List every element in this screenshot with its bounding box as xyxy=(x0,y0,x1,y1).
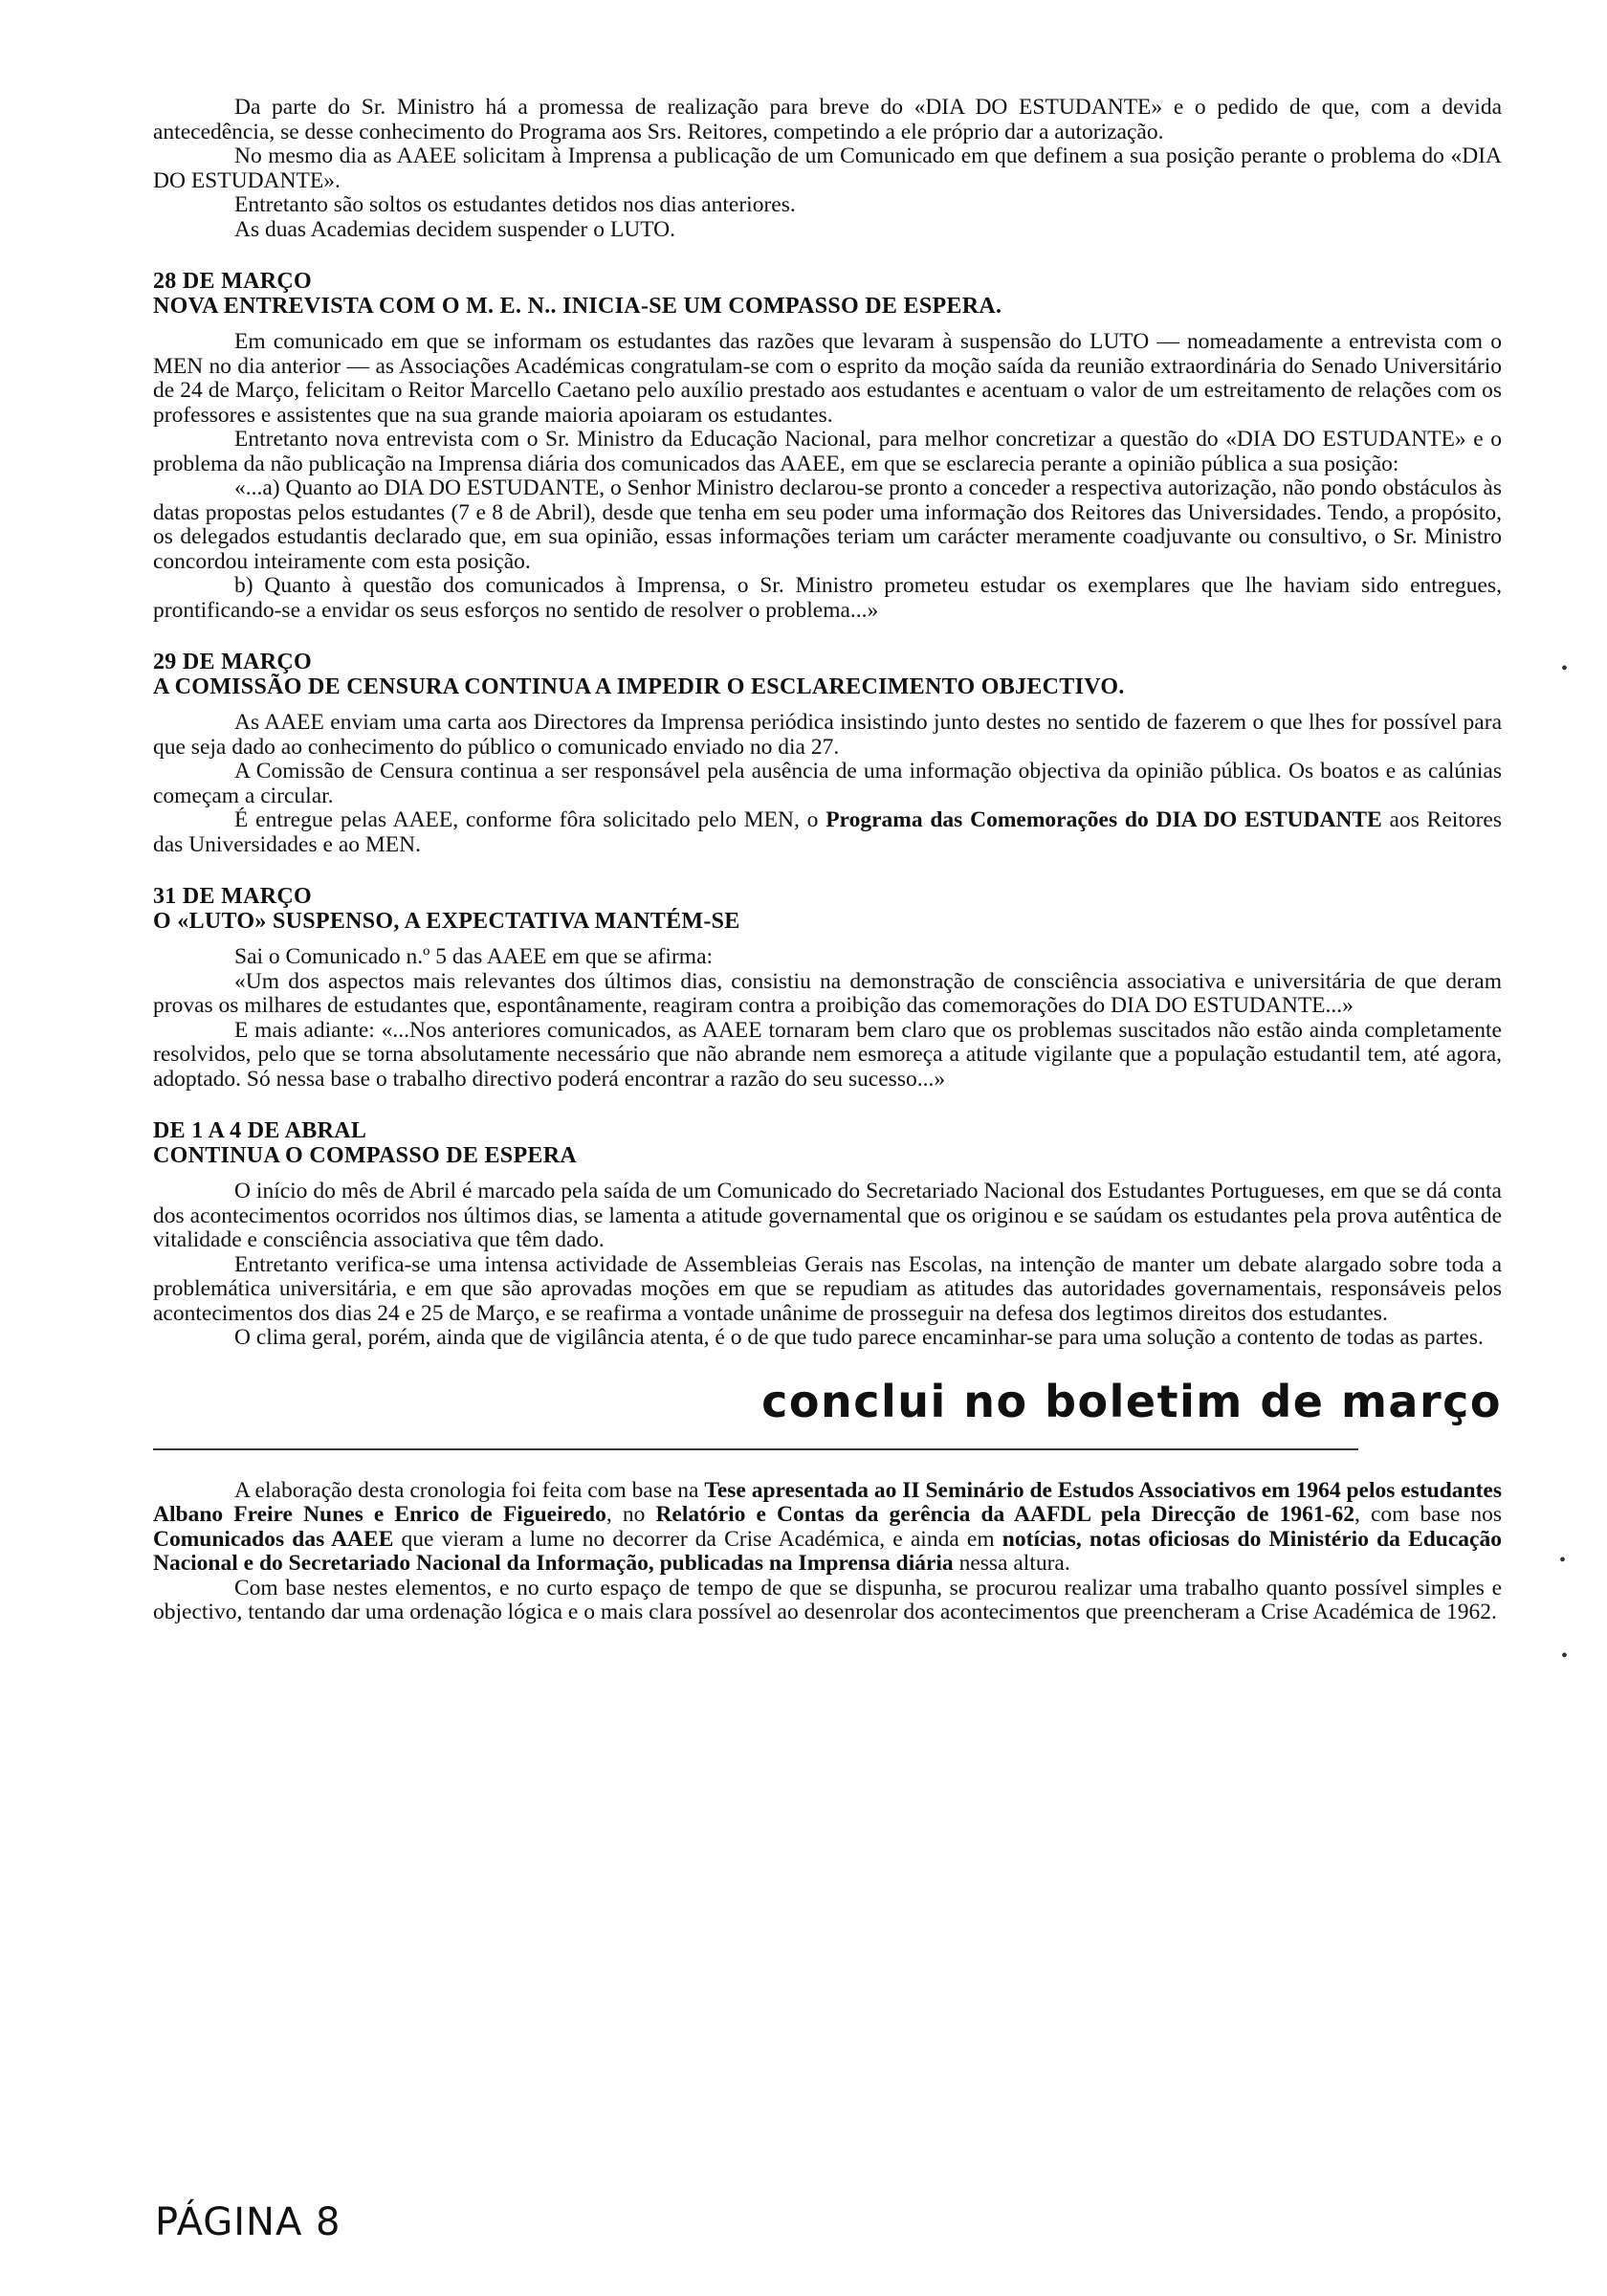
page-number: PÁGINA 8 xyxy=(155,2200,341,2244)
paragraph: No mesmo dia as AAEE solicitam à Imprensa a publicação de um Comunicado em que definem a sua posição perante o problema do «DIA DO ESTUDANTE». xyxy=(153,144,1502,193)
paragraph: As AAEE enviam uma carta aos Directores da Imprensa periódica insistindo junto destes no sentido de fazerem o que lhes for possível para que seja dado ao conhecimento do público o comunicado enviado no dia 27. xyxy=(153,710,1502,760)
text-run: A elaboração desta cronologia foi feita com base na xyxy=(234,1477,705,1503)
bold-text: Comunicados das AAEE xyxy=(153,1526,394,1552)
scan-dot: • xyxy=(1561,1645,1569,1667)
text-run: que vieram a lume no decorrer da Crise Académica, e ainda em xyxy=(393,1526,1002,1552)
section-heading xyxy=(153,269,1502,319)
intro-section xyxy=(153,96,1502,242)
paragraph: Entretanto nova entrevista com o Sr. Ministro da Educação Nacional, para melhor concretizar a questão do «DIA DO ESTUDANTE» e o problema da não publicação na Imprensa diária dos comunicados das AAEE, em que se esclarecia perante a opinião pública a sua posição: xyxy=(153,427,1502,476)
section-31-marco xyxy=(153,884,1502,1092)
bold-text: Programa das Comemorações do DIA DO ESTUDANTE xyxy=(826,807,1382,832)
paragraph: Entretanto são soltos os estudantes detidos nos dias anteriores. xyxy=(234,192,796,217)
paragraph: A Comissão de Censura continua a ser responsável pela ausência de uma informação objectiva da opinião pública. Os boatos e as calúnias começam a circular. xyxy=(153,759,1502,808)
section-date: 28 DE MARÇO xyxy=(153,269,312,294)
divider xyxy=(153,1448,1358,1450)
paragraph xyxy=(153,1479,1502,1577)
paragraph: E mais adiante: «...Nos anteriores comunicados, as AAEE tornaram bem claro que os problemas suscitados não estão ainda completamente resolvidos, pelo que se torna absolutamente necessário que não abrande nem esmoreça a atitude vigilante que a população estudantil tem, até agora, adoptado. Só nessa base o trabalho directivo poderá encontrar a razão do seu sucesso...» xyxy=(153,1017,1502,1092)
section-title: CONTINUA O COMPASSO DE ESPERA xyxy=(153,1143,577,1168)
paragraph: b) Quanto à questão dos comunicados à Imprensa, o Sr. Ministro prometeu estudar os exemplares que lhe haviam sido entregues, prontificando-se a envidar os seus esforços no sentido de resolver o problema...» xyxy=(153,573,1502,623)
section-heading xyxy=(153,650,1502,699)
scan-dot: • xyxy=(1561,658,1569,679)
paragraph: O início do mês de Abril é marcado pela saída de um Comunicado do Secretariado Nacional dos Estudantes Portugueses, em que se dá conta dos acontecimentos ocorridos nos últimos dias, se lamenta a atitude governamental que os originou e se saúdam os estudantes pela prova autêntica de vitalidade e consciência associativa que têm dado. xyxy=(153,1179,1502,1252)
paragraph: Em comunicado em que se informam os estudantes das razões que levaram à suspensão do LUTO — nomeadamente a entrevista com o MEN no dia anterior — as Associações Académicas congratulam-se com o esprito da moção saída da reunião extraordinária do Senado Universitário de 24 de Março, felicitam o Reitor Marcello Caetano pelo auxílio prestado aos estudantes e acentuam o valor de um estreitamento de relações com os professores e assistentes que na sua grande maioria apoiaram os estudantes. xyxy=(153,329,1502,428)
bold-text: Tese apresentada ao II Seminário de Estudos Associativos em 1964 pelos estudantes Albano Freire Nunes e Enrico de Figueiredo xyxy=(153,1477,1503,1527)
text-run: , com base nos xyxy=(1354,1502,1502,1527)
text-run: , no xyxy=(605,1502,656,1527)
scan-dot: • xyxy=(1559,1550,1567,1571)
paragraph: «Um dos aspectos mais relevantes dos últimos dias, consistiu na demonstração de consciência associativa e universitária de que deram provas os milhares de estudantes que, espontânamente, reagiram contra a proibição das comemorações do DIA DO ESTUDANTE...» xyxy=(153,968,1502,1018)
bold-text: notícias, notas oficiosas do Ministério da Educação Nacional e do Secretariado Nacional da Informação, publicadas na Imprensa diária xyxy=(153,1526,1502,1576)
paragraph: Sai o Comunicado n.º 5 das AAEE em que se afirma: xyxy=(234,944,714,969)
paragraph: Da parte do Sr. Ministro há a promessa de realização para breve do «DIA DO ESTUDANTE» e o pedido de que, com a devida antecedência, se desse conhecimento do Programa aos Srs. Reitores, competindo a ele próprio dar a autorização. xyxy=(153,95,1502,144)
section-title: NOVA ENTREVISTA COM O M. E. N.. INICIA-SE UM COMPASSO DE ESPERA. xyxy=(153,294,1002,319)
paragraph: O clima geral, porém, ainda que de vigilância atenta, é o de que tudo parece encaminhar-se para uma solução a contento de todas as partes. xyxy=(234,1325,1484,1350)
section-abril xyxy=(153,1118,1502,1351)
paragraph: Com base nestes elementos, e no curto espaço de tempo de que se dispunha, se procurou realizar uma trabalho quanto possível simples e objectivo, tentando dar uma ordenação lógica e o mais clara possível ao desenrolar dos acontecimentos que preencheram a Crise Académica de 1962. xyxy=(153,1575,1502,1624)
section-heading xyxy=(153,884,1502,934)
section-title: A COMISSÃO DE CENSURA CONTINUA A IMPEDIR O ESCLARECIMENTO OBJECTIVO. xyxy=(153,674,1125,699)
section-heading xyxy=(153,1118,1502,1168)
text-column xyxy=(153,96,1502,1625)
text-run: aos Reitores das Universidades e ao MEN. xyxy=(153,807,1502,857)
section-date: 31 DE MARÇO xyxy=(153,884,312,909)
section-28-marco xyxy=(153,269,1502,623)
paragraph: Entretanto verifica-se uma intensa actividade de Assembleias Gerais nas Escolas, na intenção de manter um debate alargado sobre toda a problemática universitária, e em que são aprovadas moções em que se repudiam as atitudes das autoridades governamentais, responsáveis pelos acontecimentos dos dias 24 e 25 de Março, e se reafirma a vontade unânime de prosseguir na defesa dos legtimos direitos dos estudantes. xyxy=(153,1251,1502,1326)
section-title: O «LUTO» SUSPENSO, A EXPECTATIVA MANTÉM-SE xyxy=(153,909,740,934)
text-run: nessa altura. xyxy=(953,1551,1070,1576)
bold-text: Relatório e Contas da gerência da AAFDL pela Direcção de 1961-62 xyxy=(655,1502,1354,1527)
paragraph: As duas Academias decidem suspender o LUTO. xyxy=(234,216,675,242)
sources-note xyxy=(153,1479,1502,1625)
section-date: 29 DE MARÇO xyxy=(153,650,312,674)
paragraph: «...a) Quanto ao DIA DO ESTUDANTE, o Senhor Ministro declarou-se pronto a conceder a respectiva autorização, não pondo obstáculos às datas propostas pelos estudantes (7 e 8 de Abril), desde que tenha em seu poder uma informação dos Reitores das Universidades. Tendo, a propósito, os delegados estudantis declarado que, em sua opinião, essas informações teriam um carácter meramente coadjuvante ou consultivo, o Sr. Ministro concordou inteiramente com esta posição. xyxy=(153,475,1502,574)
paragraph xyxy=(153,808,1502,857)
section-date: DE 1 A 4 DE ABRAL xyxy=(153,1118,367,1143)
text-run: É entregue pelas AAEE, conforme fôra solicitado pelo MEN, o xyxy=(234,807,826,832)
section-29-marco xyxy=(153,650,1502,857)
continuation-banner: conclui no boletim de março xyxy=(761,1375,1502,1427)
